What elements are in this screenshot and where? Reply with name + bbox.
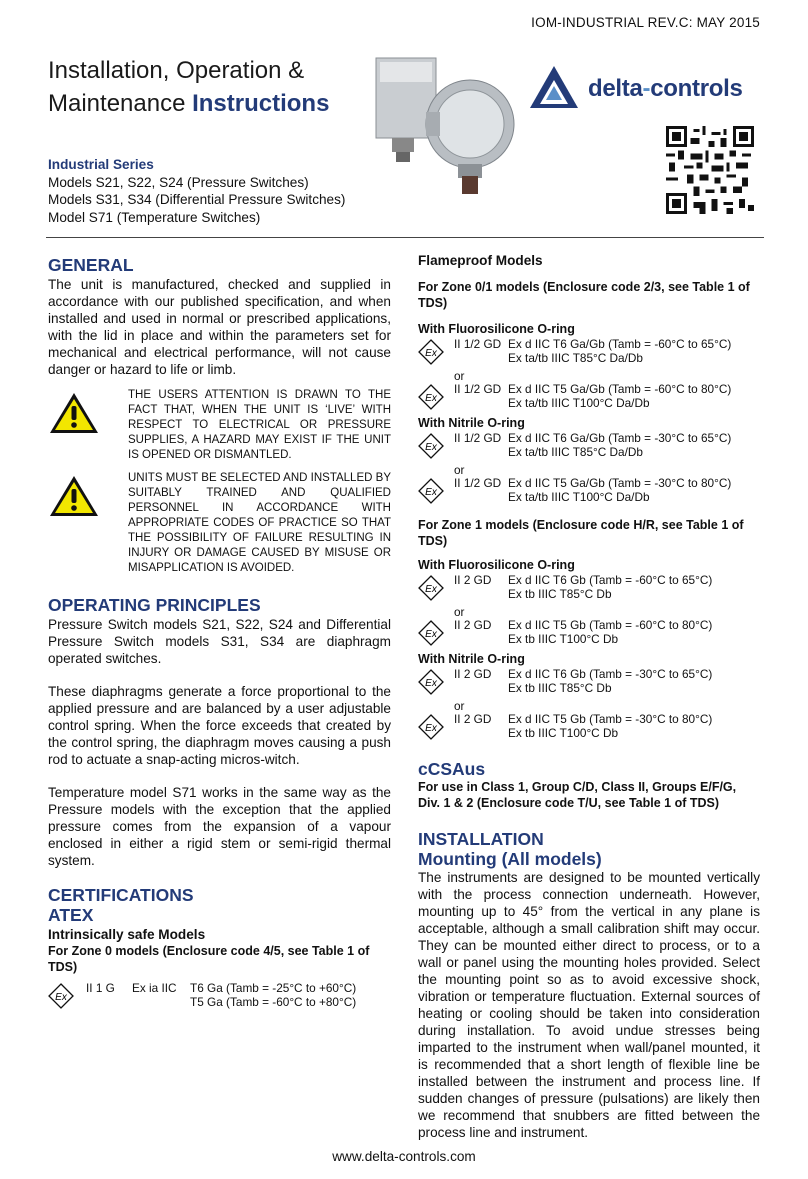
warning-text: THE USERS ATTENTION IS DRAWN TO THE FACT THAT, WHEN THE UNIT IS ‘LIVE’ WITH RESPECT TO ELECTRICAL OR PRESSURE SUPPLIES, A HAZARD MAY EXIST IF THE UNIT IS OPENED OR DISMANTLED. [128,389,391,461]
cert-group: II 1/2 GD [454,337,502,351]
mounting-heading: Mounting (All models) [418,849,602,869]
cert-line: Ex d IIC T6 Ga/Gb (Tamb = -60°C to 65°C) [508,337,732,351]
cert-line: Ex tb IIIC T85°C Db [508,587,612,601]
cert-group: II 2 GD [454,618,492,632]
csa-text: For use in Class 1, Group C/D, Class II, Groups E/F/G, Div. 1 & 2 (Enclosure code T/U, see Table 1 of TDS) [418,780,737,810]
or-text: or [454,463,465,477]
cert-line: T6 Ga (Tamb = -25°C to +60°C) [190,981,357,995]
series-line: Models S31, S34 (Differential Pressure Switches) [48,192,346,207]
cert-line: Ex d IIC T6 Gb (Tamb = -30°C to 65°C) [508,667,713,681]
cert-row [418,337,760,368]
cert-row [418,476,760,507]
operating-heading: OPERATING PRINCIPLES [48,595,261,615]
svg-text:Ex: Ex [425,348,437,359]
cert-row [418,667,760,698]
cert-line: Ex d IIC T5 Gb (Tamb = -30°C to 80°C) [508,712,713,726]
title-emphasis: Instructions [192,90,330,117]
cert-line: Ex ta/tb IIIC T85°C Da/Db [508,351,643,365]
cert-line: Ex tb IIIC T100°C Db [508,632,619,646]
cert-row [418,618,760,649]
oring-label: With Fluorosilicone O-ring [418,558,575,572]
zone0-text: For Zone 0 models (Enclosure code 4/5, see Table 1 of TDS) [48,944,370,974]
oring-label: With Nitrile O-ring [418,416,525,430]
svg-text:Ex: Ex [425,678,437,689]
title-line-2: Maintenance [48,90,193,117]
svg-text:Ex: Ex [425,487,437,498]
svg-text:Ex: Ex [55,992,67,1003]
qr-code-icon [666,126,754,214]
product-series [48,156,345,226]
warning-icon [48,473,100,519]
right-column [418,252,760,1157]
cert-group: II 1 G [86,981,115,995]
warning-block [48,388,391,463]
title-line-1: Installation, Operation & [48,57,305,84]
svg-text:Ex: Ex [425,723,437,734]
ex-icon [418,384,444,410]
or-text: or [454,699,465,713]
svg-text:Ex: Ex [425,629,437,640]
atex-heading: ATEX [48,905,94,925]
series-line: Model S71 (Temperature Switches) [48,209,261,225]
csa-heading: cCSAus [418,759,486,779]
cert-group: II 2 GD [454,667,492,681]
cert-group: II 1/2 GD [454,382,502,396]
ex-icon [418,575,444,601]
installation-text: The instruments are designed to be mounted vertically with the process connection underneath. However, mounting up to 45° from the vertical in any plane is acceptable, although a small calibration shift may occur. They can be mounted either direct to process, or to a wall or panel using the mounting holes provided. Select the mounting point so as to avoid excessive shock, vibration or temperature fluctuation. External sources of heating or cooling should be taken into consideration during installation. To avoid undue stresses being imparted to the instrument when wall/panel mounted, it is recommended that a short length of flexible line be installed between the instrument and process line. If sudden changes of pressure (pulsations) are likely then we recommend that snubbers are fitted between the process line and instrument. [418,870,760,1140]
or-text: or [454,369,465,383]
cert-line: Ex d IIC T6 Ga/Gb (Tamb = -30°C to 65°C) [508,431,732,445]
cert-line: Ex tb IIIC T100°C Db [508,726,619,740]
logo-text [588,75,743,102]
zone01-text: For Zone 0/1 models (Enclosure code 2/3, see Table 1 of TDS) [418,280,750,310]
ex-icon [418,478,444,504]
svg-text:Ex: Ex [425,442,437,453]
operating-text: Pressure Switch models S21, S22, S24 and Differential Pressure Switch models S31, S34 are diaphragm operated switches. [48,617,391,666]
cert-line: Ex ta/tb IIIC T100°C Da/Db [508,490,650,504]
operating-text: These diaphragms generate a force proportional to the applied pressure and are balanced by a user adjustable control spring. When the force exceeds that created by the control spring, the diaphragm moves causing a push rod to actuate a snap-acting micros-witch. [48,684,391,767]
delta-triangle-icon [528,64,580,110]
cert-row [418,431,760,462]
ex-icon [418,669,444,695]
cert-row [48,981,391,1012]
installation-heading: INSTALLATION [418,829,544,849]
cert-line: Ex ta/tb IIIC T100°C Da/Db [508,396,650,410]
divider [46,237,764,238]
cert-line: Ex d IIC T5 Gb (Tamb = -60°C to 80°C) [508,618,713,632]
product-photo [370,52,520,197]
is-heading: Intrinsically safe Models [48,927,206,942]
ex-icon [418,714,444,740]
ex-icon [418,339,444,365]
general-heading: GENERAL [48,255,134,275]
cert-line: Ex tb IIIC T85°C Db [508,681,612,695]
warning-icon [48,390,100,436]
oring-label: With Nitrile O-ring [418,652,525,666]
cert-group: II 2 GD [454,573,492,587]
cert-protection: Ex ia IIC [132,981,177,995]
oring-label: With Fluorosilicone O-ring [418,322,575,336]
company-logo [528,64,760,110]
ex-icon [418,433,444,459]
warning-text: UNITS MUST BE SELECTED AND INSTALLED BY SUITABLY TRAINED AND QUALIFIED PERSONNEL IN ACCORDANCE WITH APPROPRIATE CODES OF PRACTICE SO THAT THE POSSIBILITY OF FAILURE RESULTING IN INJURY OR DAMAGE CAUSED BY MISUSE OR MISAPPLICATION IS AVOIDED. [128,472,391,574]
logo-text-sep: - [642,75,651,102]
cert-line: Ex d IIC T6 Gb (Tamb = -60°C to 65°C) [508,573,713,587]
general-text: The unit is manufactured, checked and supplied in accordance with our published specification, and when installed and used in normal or prescribed applications, with the lid in place and within the parameters set for mechanical and electrical performance, will not cause danger or hazard to life or limb. [48,277,391,377]
cert-line: T5 Ga (Tamb = -60°C to +80°C) [190,995,357,1009]
warning-block [48,471,391,576]
svg-text:Ex: Ex [425,393,437,404]
svg-text:Ex: Ex [425,584,437,595]
footer-url: www.delta-controls.com [332,1149,476,1164]
flameproof-heading: Flameproof Models [418,253,543,268]
cert-row [418,573,760,604]
series-line: Models S21, S22, S24 (Pressure Switches) [48,174,309,190]
page-title [48,54,329,120]
ex-icon [48,983,74,1009]
operating-text: Temperature model S71 works in the same way as the Pressure models with the exception that the applied pressure comes from the expansion of a vapour enclosed in either a rigid stem or semi-rigid thermal system. [48,785,391,868]
series-heading: Industrial Series [48,157,154,172]
cert-row [418,382,760,413]
revision-label: IOM-INDUSTRIAL REV.C: MAY 2015 [531,15,760,30]
ex-icon [418,620,444,646]
zone1-text: For Zone 1 models (Enclosure code H/R, see Table 1 of TDS) [418,518,744,548]
cert-row [418,712,760,743]
certifications-heading: CERTIFICATIONS [48,885,194,905]
cert-line: Ex d IIC T5 Ga/Gb (Tamb = -60°C to 80°C) [508,382,732,396]
cert-group: II 1/2 GD [454,431,502,445]
cert-group: II 1/2 GD [454,476,502,490]
or-text: or [454,605,465,619]
logo-text-part1: delta [588,75,643,102]
left-column [48,254,391,1014]
cert-line: Ex d IIC T5 Ga/Gb (Tamb = -30°C to 80°C) [508,476,732,490]
cert-line: Ex ta/tb IIIC T85°C Da/Db [508,445,643,459]
logo-text-part2: controls [650,75,743,102]
cert-group: II 2 GD [454,712,492,726]
